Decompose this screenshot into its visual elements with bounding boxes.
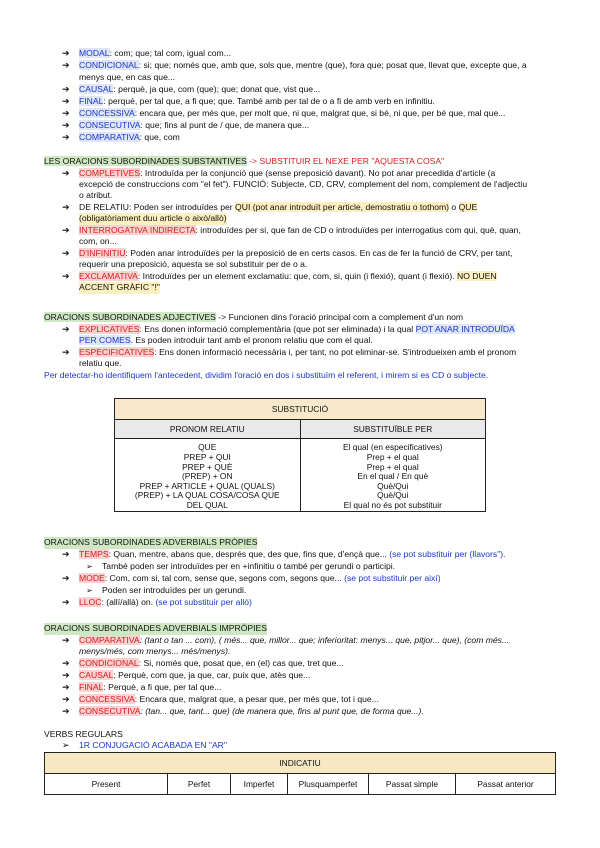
item-label: MODAL bbox=[79, 48, 110, 58]
list-item: ➔ COMPARATIVA: (tant o tan ... com), ( més... que, millor... que; inferioritat: menys... que, pitjor... que), (com més... bbox=[62, 635, 510, 645]
section-heading: ORACIONS SUBORDINADES ADJECTIVES -> Funcionen dins l'oració principal com a complement d'un nom bbox=[44, 312, 464, 322]
list-item: ➔ LLOC: (allí/allà) on. (se pot substituir per allò) bbox=[62, 597, 252, 607]
item-label: CONDICIONAL bbox=[79, 60, 139, 70]
sub-item: ➢ 1R CONJUGACIÓ ACABADA EN "AR" bbox=[62, 740, 227, 750]
arrow-right-icon: ➔ bbox=[62, 248, 70, 258]
list-item: ➔ MODAL: com; que; tal com, igual com... bbox=[62, 48, 231, 58]
arrow-right-icon: ➔ bbox=[62, 658, 70, 668]
sub-item: ➢ També poden ser introduïdes per en +infinitiu o també per gerundi o participi. bbox=[86, 561, 396, 571]
adverbial-list-top bbox=[0, 48, 600, 144]
triangle-bullet-icon: ➢ bbox=[62, 740, 70, 750]
arrow-right-icon: ➔ bbox=[62, 347, 70, 357]
section-verbs bbox=[0, 729, 600, 751]
indicatiu-table bbox=[44, 752, 556, 795]
section-adjectives: ORACIONS SUBORDINADES ADJECTIVES -> Funcionen dins l'oració principal com a complement d'un nom ➔ EXPLICATIVES: Ens donen informació complementària (que pot ser eliminada) i la qual POT ANAR INTRODUÏDA PER COMES. Es poden introduir tant amb el pronom relatiu que com el qual. ➔ ESPECIFICATIVES: Ens donen informació necessària i, per tant, no pot eliminar-se. S'introdueixen amb el pronom relatiu que. Per detectar-ho identifiquem l'antecedent, dividim l'oració en dos i substituïm el referent, i mirem si es CD o subjecte. bbox=[0, 312, 600, 382]
arrow-right-icon: ➔ bbox=[62, 694, 70, 704]
column-header: Present bbox=[45, 774, 168, 795]
list-item-continuation: menys que, en cas que... bbox=[79, 72, 176, 82]
arrow-right-icon: ➔ bbox=[62, 108, 70, 118]
triangle-bullet-icon: ➢ bbox=[86, 562, 93, 571]
arrow-right-icon: ➔ bbox=[62, 168, 70, 178]
arrow-right-icon: ➔ bbox=[62, 635, 70, 645]
item-label: CONSECUTIVA bbox=[79, 120, 141, 130]
arrow-right-icon: ➔ bbox=[62, 120, 70, 130]
list-item: ➔ CAUSAL: perquè, ja que, com (que); que; donat que, vist que... bbox=[62, 84, 321, 94]
item-label: CAUSAL bbox=[79, 84, 114, 94]
list-item: ➔ CONCESSIVA: encara que, per més que, per molt que, ni que, malgrat que, si bé, ni que, per bé que, mal que... bbox=[62, 108, 506, 118]
section-substantives: LES ORACIONS SUBORDINADES SUBSTANTIVES -> SUBSTITUIR EL NEXE PER "AQUESTA COSA" ➔ COMPLETIVES: Introduïda per la conjunció que (sense preposició davant). No pot anar precedida d'article (a excepció de construccions com "el fet"). FUNCIÓ: Subjecte, CD, CRV, complement del nom, complement de l'adjectiu o atribut. ➔ DE RELATIU: Poden ser introduïdes per QUI (pot anar introduït per article, demostratiu o tothom) o QUE (obligatòriament duu article o això/allò) ➔ INTERROGATIVA INDIRECTA: introduïdes per si, que fan de CD o introduïdes per interrogatius com qui, què, quan, com, on... ➔ D'INFINITIU: Poden anar introduïdes per la preposició de en certs casos. En cas de fer la funció de CRV, per tant, requerir una preposició, aquesta se sol substituir per de o a. ➔ EXCLAMATIVA: Introduïdes per un element exclamatiu: que, com, si, quin (i flexió), quant (i flexió). NO DUEN ACCENT GRÀFIC "!" bbox=[0, 156, 600, 294]
list-item: ➔ CONCESSIVA: Encara que, malgrat que, a pesar que, per més que, tot i que... bbox=[62, 694, 379, 704]
item-label: CONCESSIVA bbox=[79, 108, 135, 118]
column-header: PRONOM RELATIU bbox=[115, 420, 301, 439]
column-header: Passat anterior bbox=[456, 774, 556, 795]
arrow-right-icon: ➔ bbox=[62, 597, 70, 607]
arrow-right-icon: ➔ bbox=[62, 271, 70, 281]
section-adverbials-propies bbox=[0, 537, 600, 609]
table-title: SUBSTITUCIÓ bbox=[115, 399, 486, 420]
list-item: ➔ CONDICIONAL: Si, només que, posat que, en (el) cas que, tret que... bbox=[62, 658, 344, 668]
substitution-table bbox=[114, 398, 486, 512]
item-label: FINAL bbox=[79, 96, 104, 106]
arrow-right-icon: ➔ bbox=[62, 549, 70, 559]
column-header: SUBSTITUÏBLE PER bbox=[300, 420, 486, 439]
arrow-right-icon: ➔ bbox=[62, 670, 70, 680]
arrow-right-icon: ➔ bbox=[62, 202, 70, 212]
list-item: ➔ D'INFINITIU: Poden anar introduïdes per la preposició de en certs casos. En cas de fer la funció de CRV, per tant, bbox=[62, 248, 513, 258]
arrow-right-icon: ➔ bbox=[62, 48, 70, 58]
column-header: Perfet bbox=[168, 774, 231, 795]
arrow-right-icon: ➔ bbox=[62, 84, 70, 94]
list-item: ➔ CONSECUTIVA: (tan... que, tant... que) (de manera que, fins al punt que, de forma que...). bbox=[62, 706, 424, 716]
triangle-bullet-icon: ➢ bbox=[86, 586, 93, 595]
arrow-right-icon: ➔ bbox=[62, 324, 70, 334]
arrow-right-icon: ➔ bbox=[62, 573, 70, 583]
list-item: ➔ COMPARATIVA: que, com bbox=[62, 132, 180, 142]
list-item: ➔ FINAL: perquè, per tal que, a fi que; que. També amb per tal de o a fi de amb verb en infinitiu. bbox=[62, 96, 435, 106]
list-item: ➔ CONDICIONAL: si; que; només que, amb que, sols que, mentre (que), fora que; posat que, llevat que, excepte que, a bbox=[62, 60, 527, 70]
column-header: Plusquamperfet bbox=[288, 774, 369, 795]
arrow-right-icon: ➔ bbox=[62, 225, 70, 235]
section-heading: ORACIONS SUBORDINADES ADVERBIALS IMPRÒPIES bbox=[44, 623, 268, 633]
list-item: ➔ CAUSAL: Perquè, com que, ja que, car, puix que, atès que... bbox=[62, 670, 311, 680]
section-heading: VERBS REGULARS bbox=[44, 729, 123, 739]
list-item: ➔ ESPECIFICATIVES: Ens donen informació necessària i, per tant, no pot eliminar-se. S'introdueixen amb el pronom bbox=[62, 347, 517, 357]
section-heading: ORACIONS SUBORDINADES ADVERBIALS PRÒPIES bbox=[44, 537, 258, 547]
arrow-right-icon: ➔ bbox=[62, 706, 70, 716]
table-cell-left: QUE PREP + QUI PREP + QUÈ (PREP) + ON PREP + ARTICLE + QUAL (QUALS) (PREP) + LA QUAL COSA/COSA QUE DEL QUAL bbox=[115, 439, 301, 512]
arrow-right-icon: ➔ bbox=[62, 60, 70, 70]
list-item: ➔ EXCLAMATIVA: Introduïdes per un element exclamatiu: que, com, si, quin (i flexió), quant (i flexió). NO DUEN bbox=[62, 271, 497, 281]
list-item: ➔ MODE: Com, com si, tal com, sense que, segons com, segons que... (se pot substituir per així) bbox=[62, 573, 441, 583]
column-header: Imperfet bbox=[231, 774, 288, 795]
table-title: INDICATIU bbox=[45, 753, 556, 774]
section-heading: LES ORACIONS SUBORDINADES SUBSTANTIVES -> SUBSTITUIR EL NEXE PER "AQUESTA COSA" bbox=[44, 156, 445, 166]
list-item: ➔ COMPLETIVES: Introduïda per la conjunció que (sense preposició davant). No pot anar precedida d'article (a bbox=[62, 168, 496, 178]
item-label: COMPARATIVA bbox=[79, 132, 140, 142]
list-item: ➔ EXPLICATIVES: Ens donen informació complementària (que pot ser eliminada) i la qual POT ANAR INTRODUÏDA bbox=[62, 324, 515, 334]
column-header: Passat simple bbox=[369, 774, 456, 795]
arrow-right-icon: ➔ bbox=[62, 682, 70, 692]
list-item: ➔ DE RELATIU: Poden ser introduïdes per QUI (pot anar introduït per article, demostratiu o tothom) o QUE bbox=[62, 202, 478, 212]
arrow-right-icon: ➔ bbox=[62, 96, 70, 106]
list-item: ➔ TEMPS: Quan, mentre, abans que, després que, des que, fins que, d'ençà que... (se pot substituir per (llavors"). bbox=[62, 549, 506, 559]
arrow-right-icon: ➔ bbox=[62, 132, 70, 142]
list-item: ➔ CONSECUTIVA: que; fins al punt de / que, de manera que... bbox=[62, 120, 310, 130]
list-item: ➔ FINAL: Perquè, a fi que, per tal que... bbox=[62, 682, 222, 692]
note-line: Per detectar-ho identifiquem l'antecedent, dividim l'oració en dos i substituïm el referent, i mirem si es CD o subjecte. bbox=[44, 370, 489, 380]
list-item: ➔ INTERROGATIVA INDIRECTA: introduïdes per si, que fan de CD o introduïdes per interrogatius com qui, què, quan, bbox=[62, 225, 521, 235]
section-adverbials-impropies: ORACIONS SUBORDINADES ADVERBIALS IMPRÒPIES ➔ COMPARATIVA: (tant o tan ... com), ( més... que, millor... que; inferioritat: menys... que, pitjor... que), (com més... menys/més, com menys... més/menys). ➔ CONDICIONAL: Si, només que, posat que, en (el) cas que, tret que... ➔ CAUSAL: Perquè, com que, ja que, car, puix que, atès que... ➔ FINAL: Perquè, a fi que, per tal que... ➔ CONCESSIVA: Encara que, malgrat que, a pesar que, per més que, tot i que... ➔ CONSECUTIVA: (tan... que, tant... que) (de manera que, fins al punt que, de forma que...). bbox=[0, 623, 600, 718]
table-cell-right: El qual (en especificatives) Prep + el qual Prep + el qual En el qual / En què Què/Qui Què/Qui El qual no és pot substituir bbox=[300, 439, 486, 512]
sub-item: ➢ Poden ser introduïdes per un gerundi. bbox=[86, 585, 247, 595]
